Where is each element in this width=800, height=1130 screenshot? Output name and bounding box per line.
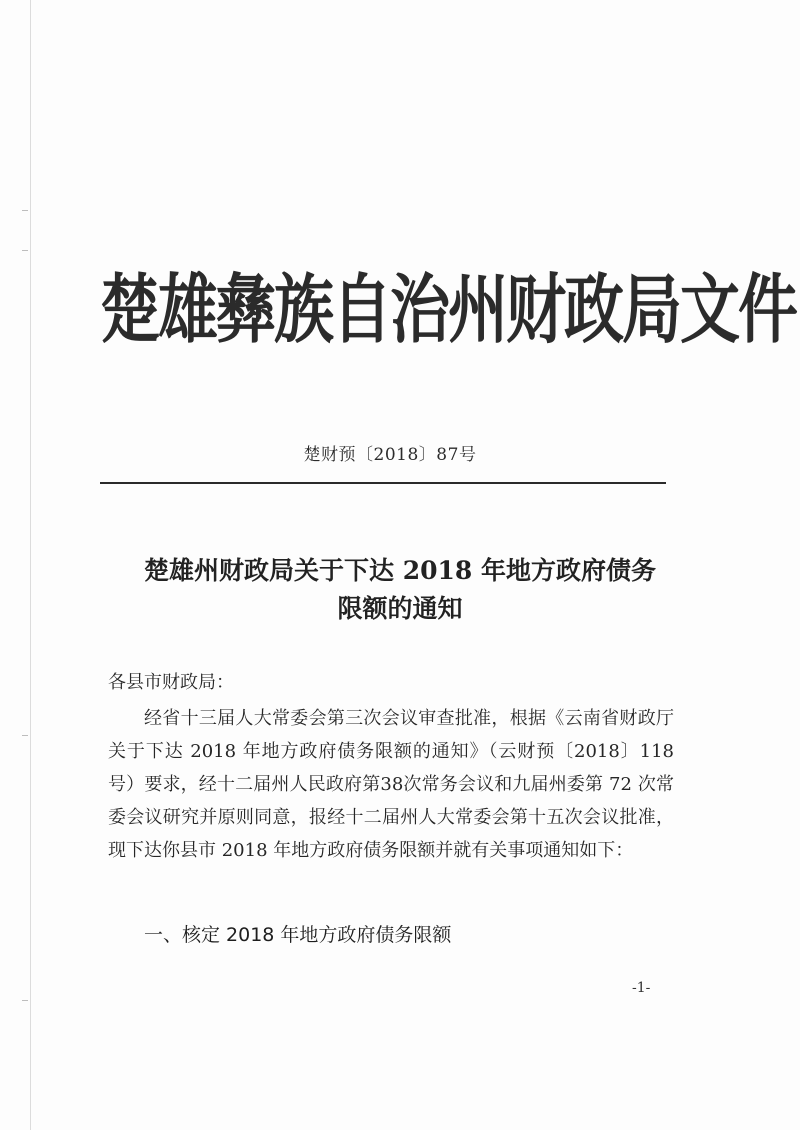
scan-edge-line (30, 0, 31, 1130)
section-heading: 一、核定 2018 年地方政府债务限额 (144, 924, 452, 946)
header-divider (100, 482, 666, 484)
scan-mark (22, 210, 28, 211)
scan-mark (22, 1000, 28, 1001)
page-number: -1- (632, 980, 651, 996)
notice-title-line2: 限额的通知 (337, 594, 463, 623)
document-number: 楚财预〔2018〕87号 (303, 445, 477, 465)
salutation: 各县市财政局： (108, 672, 234, 693)
notice-title (90, 552, 710, 628)
scan-mark (22, 250, 28, 251)
scan-mark (22, 735, 28, 736)
body-paragraph: 经省十三届人大常委会第三次会议审查批准，根据《云南省财政厅关于下达 2018 年地方政府债务限额的通知》（云财预〔2018〕118号）要求，经十二届州人民政府第38次常务会议和九届州委第 72 次常委会议研究并原则同意，报经十二届州人大常委会第十五次会议批准，现下达你县市 2018 年地方政府债务限额并就有关事项通知如下： (108, 708, 674, 861)
agency-header-title: 楚雄彝族自治州财政局文件 (100, 266, 796, 355)
notice-title-line1: 楚雄州财政局关于下达 2018 年地方政府债务 (144, 556, 656, 585)
